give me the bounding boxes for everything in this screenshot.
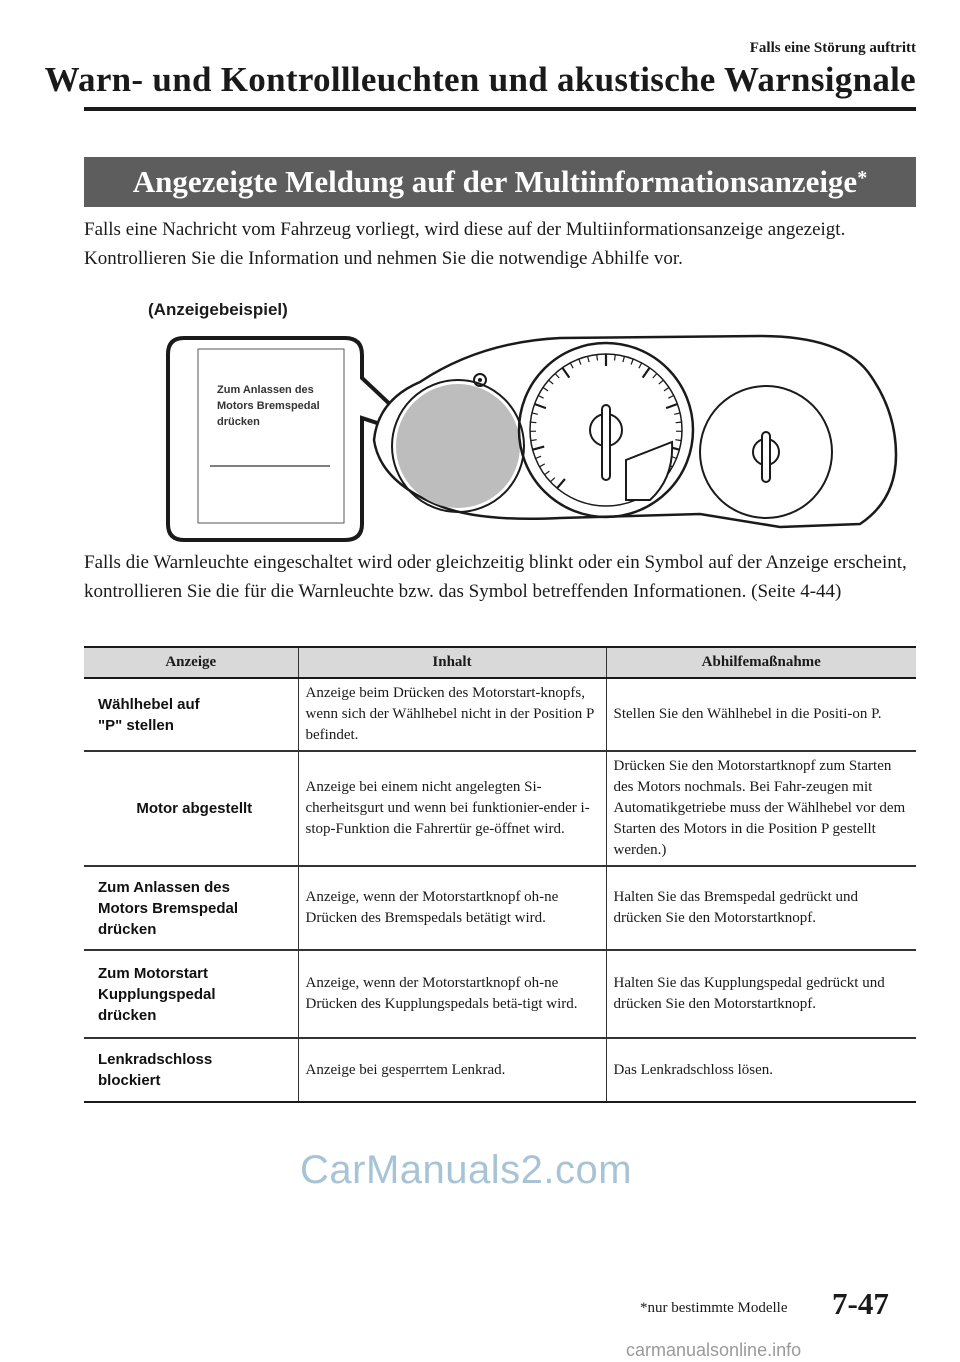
table-row [84,1038,916,1102]
header-display: Anzeige [84,647,298,678]
display-text-line-3: drücken [217,416,260,428]
table-header-row [84,647,916,678]
message-display: Zum Anlassen des Motors Bremspedal drücken [84,866,298,950]
message-content: Anzeige, wenn der Motorstartknopf oh-ne Drücken des Kupplungspedals betä-tigt wird. [298,950,606,1038]
message-display: Motor abgestellt [84,751,298,866]
header-remedy: Abhilfemaßnahme [606,647,916,678]
banner-asterisk: * [857,166,868,189]
table-row [84,866,916,950]
right-gauge-needle [762,432,770,482]
message-table [84,646,916,1103]
message-remedy: Drücken Sie den Motorstartknopf zum Starten des Motors nochmals. Bei Fahr-zeugen mit Automatikgetriebe muss der Wählhebel vor dem Starten des Motors in die Position P gestellt werden.) [606,751,916,866]
illustration-caption: (Anzeigebeispiel) [148,300,288,319]
message-display: Lenkradschloss blockiert [84,1038,298,1102]
section-label: Falls eine Störung auftritt [749,40,916,56]
message-display: Zum Motorstart Kupplungspedal drücken [84,950,298,1038]
header-content: Inhalt [298,647,606,678]
display-screen [198,349,344,523]
message-content: Anzeige bei gesperrtem Lenkrad. [298,1038,606,1102]
message-content: Anzeige, wenn der Motorstartknopf oh-ne Drücken des Bremspedals betätigt wird. [298,866,606,950]
multi-information-display [396,384,520,508]
warning-paragraph: Falls die Warnleuchte eingeschaltet wird oder gleichzeitig blinkt oder ein Symbol auf der Anzeige erscheint, kontrollieren Sie die für die Warnleuchte bzw. das Symbol betreffenden Informationen. (Seite 4-44) [84,552,907,602]
message-remedy: Halten Sie das Bremspedal gedrückt und drücken Sie den Motorstartknopf. [606,866,916,950]
message-remedy: Das Lenkradschloss lösen. [606,1038,916,1102]
table-row [84,950,916,1038]
tachometer-needle [602,405,610,480]
tachometer-tick [597,355,598,361]
display-text-line-2: Motors Bremspedal [217,400,320,412]
footnote: *nur bestimmte Modelle [640,1300,788,1316]
message-display: Wählhebel auf "P" stellen [84,678,298,751]
message-remedy: Stellen Sie den Wählhebel in die Positi-on P. [606,678,916,751]
message-remedy: Halten Sie das Kupplungspedal gedrückt und drücken Sie den Motorstartknopf. [606,950,916,1038]
message-content: Anzeige beim Drücken des Motorstart-knopfs, wenn sich der Wählhebel nicht in der Position P befindet. [298,678,606,751]
table-row [84,751,916,866]
instrument-cluster-illustration [0,0,960,560]
tachometer-tick [615,355,616,361]
page-number: 7-47 [832,1286,889,1321]
watermark: CarManuals2.com [300,1148,633,1192]
display-text-line-1: Zum Anlassen des [217,384,314,396]
message-content: Anzeige bei einem nicht angelegten Si-cherheitsgurt und wenn bei funktionier-ender i-stop-Funktion die Fahrertür ge-öffnet wird. [298,751,606,866]
footer-site-watermark: carmanualsonline.info [626,1340,802,1360]
trip-knob-center [478,378,482,382]
tachometer-tick [530,422,536,423]
table-row [84,678,916,751]
tachometer-tick [676,422,682,423]
intro-paragraph: Falls eine Nachricht vom Fahrzeug vorliegt, wird diese auf der Multiinformationsanzeige angezeigt. Kontrollieren Sie die Information und nehmen Sie die notwendige Abhilfe vor. [84,219,846,269]
page-title: Warn- und Kontrollleuchten und akustische Warnsignale [44,60,916,99]
banner-title: Angezeigte Meldung auf der Multiinformationsanzeige [132,164,858,199]
